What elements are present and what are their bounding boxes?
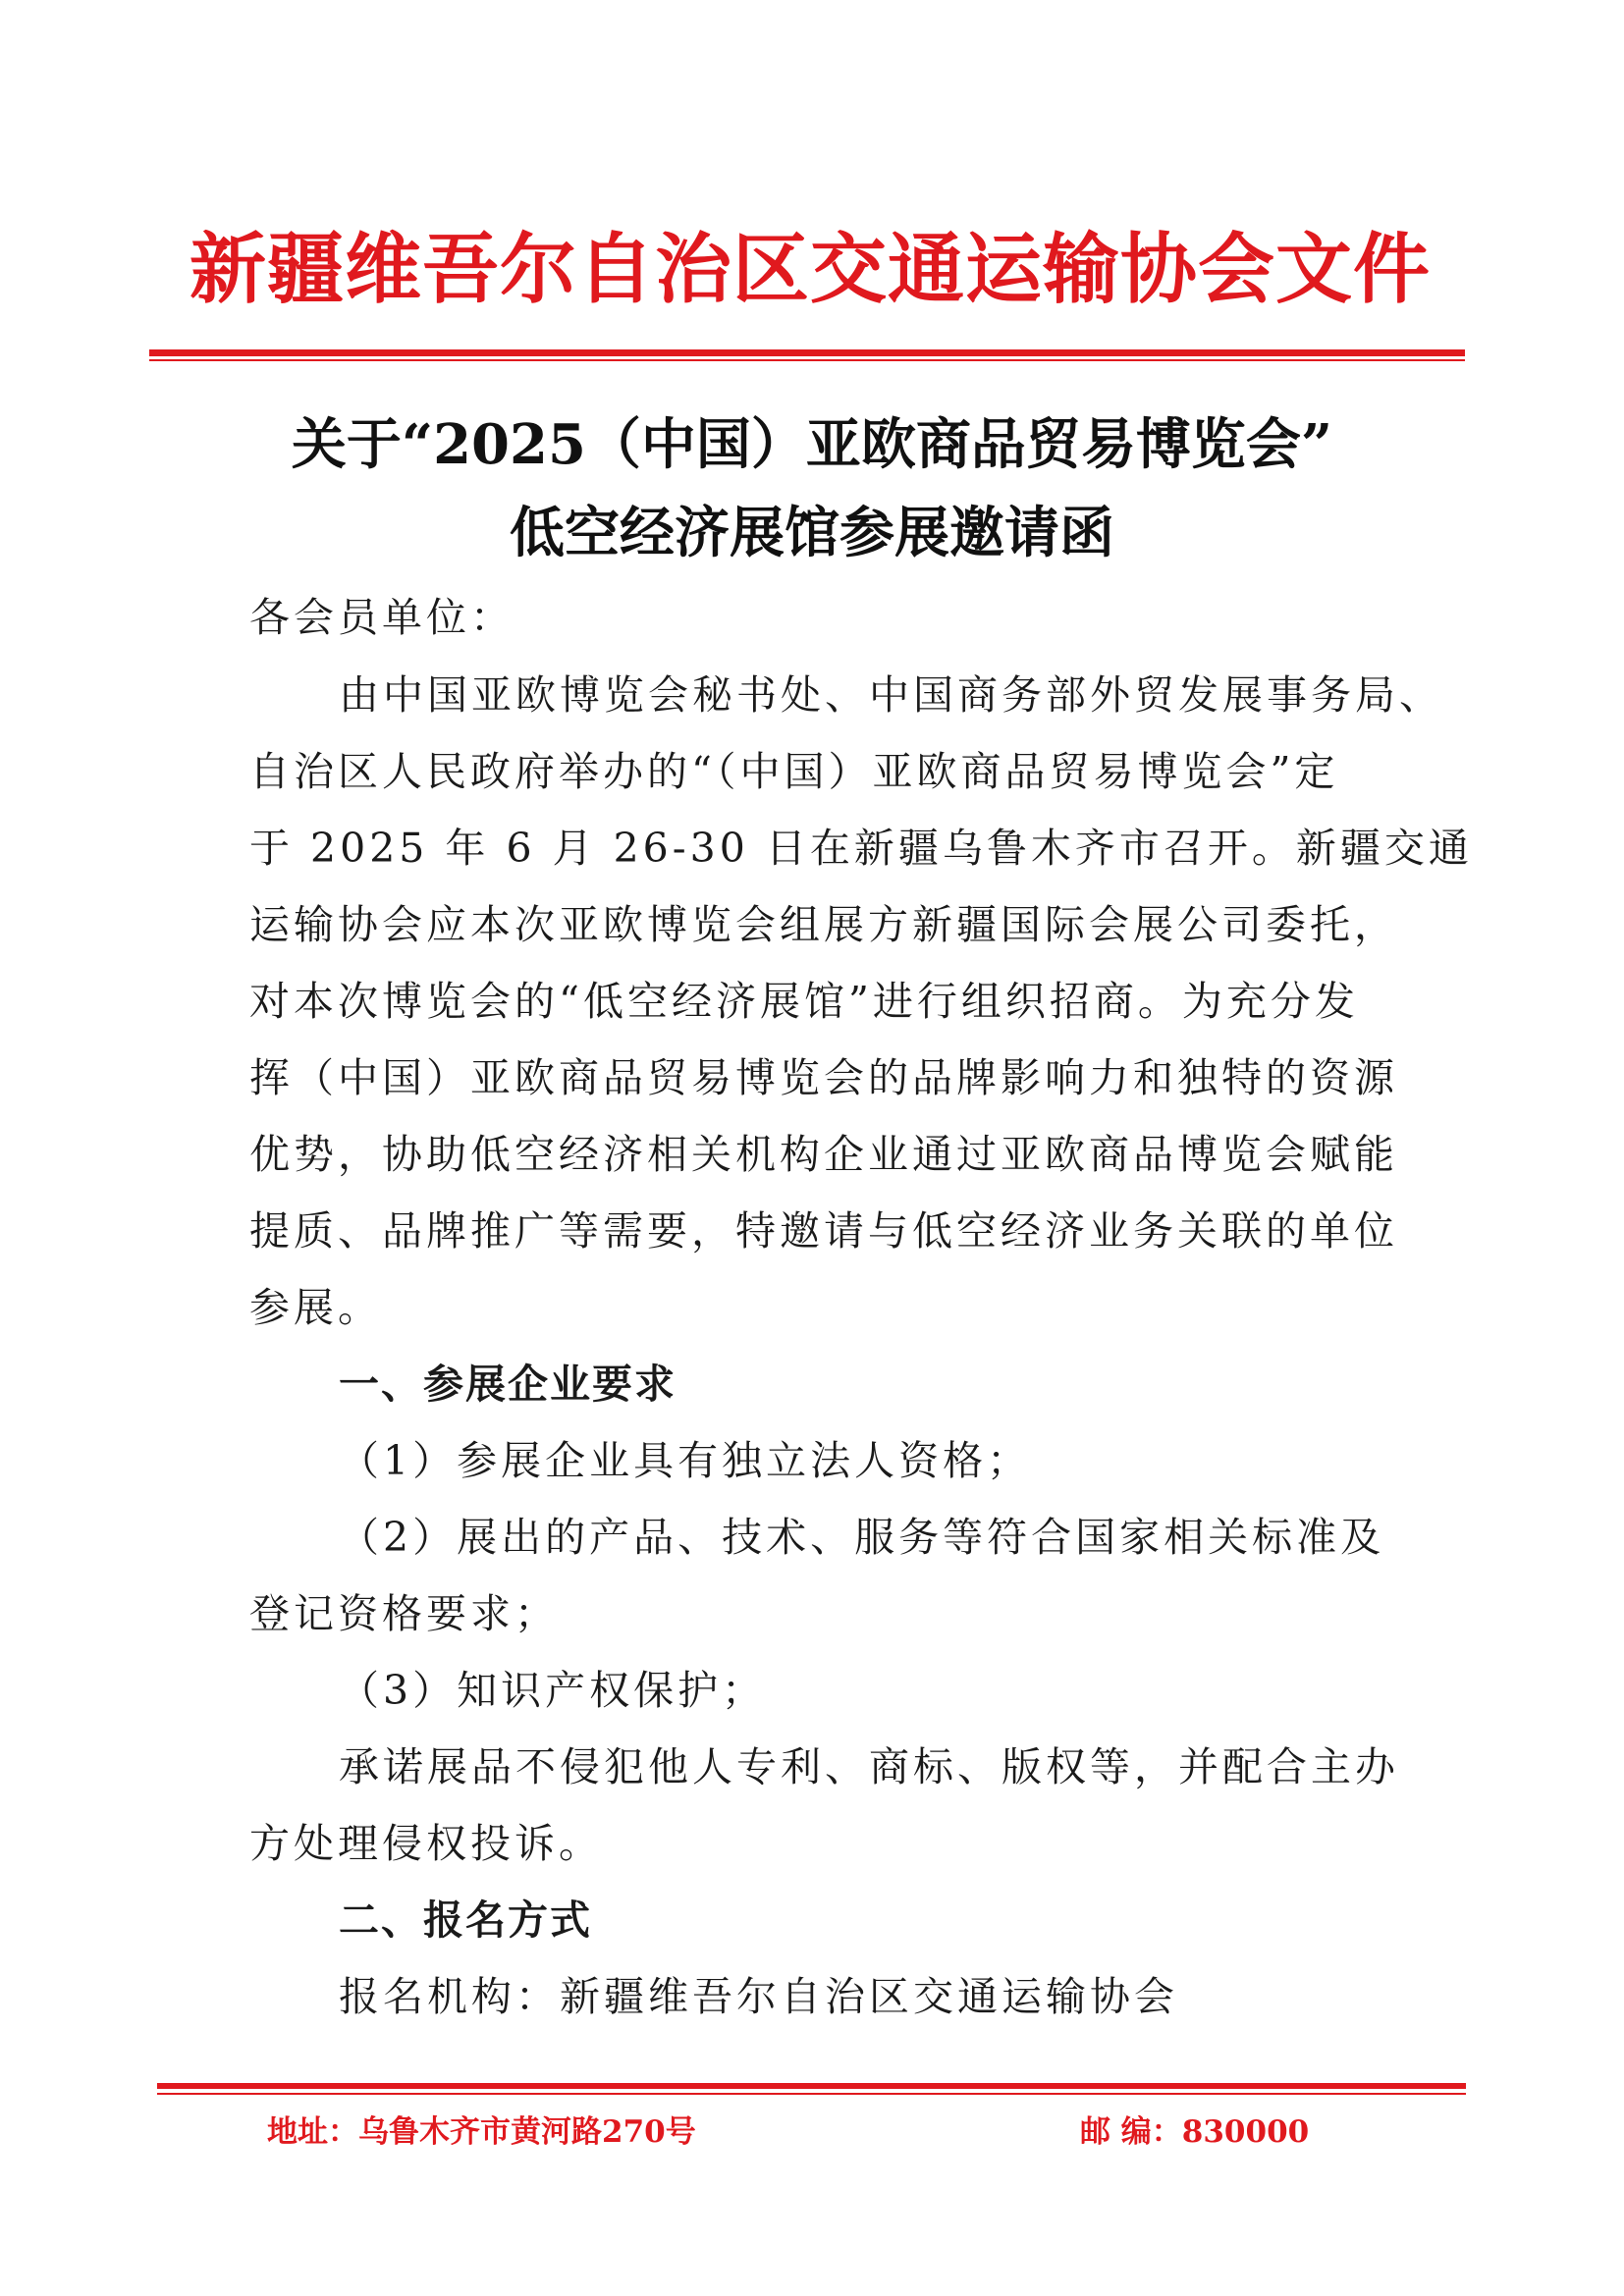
- registration-organizer: 报名机构：新疆维吾尔自治区交通运输协会: [339, 1973, 1178, 2020]
- ip-commitment-line: 承诺展品不侵犯他人专利、商标、版权等，并配合主办: [339, 1743, 1399, 1790]
- salutation: 各会员单位：: [249, 594, 514, 641]
- header-divider-thin: [149, 359, 1465, 361]
- section-heading-requirements: 一、参展企业要求: [339, 1361, 677, 1408]
- footer-postcode: 邮 编：830000: [1080, 2114, 1310, 2150]
- footer-divider-thin: [157, 2093, 1466, 2095]
- requirement-item-1: （1）参展企业具有独立法人资格；: [339, 1437, 1032, 1484]
- section-heading-registration: 二、报名方式: [339, 1896, 592, 1944]
- footer-address: 地址：乌鲁木齐市黄河路270号: [267, 2114, 696, 2150]
- ip-commitment-line: 方处理侵权投诉。: [249, 1820, 603, 1867]
- intro-line: 挥（中国）亚欧商品贸易博览会的品牌影响力和独特的资源: [249, 1054, 1398, 1101]
- intro-line: 运输协会应本次亚欧博览会组展方新疆国际会展公司委托，: [249, 901, 1398, 948]
- document-title-line-1: 关于“2025（中国）亚欧商品贸易博览会”: [291, 412, 1333, 477]
- requirement-item-2: （2）展出的产品、技术、服务等符合国家相关标准及: [339, 1514, 1385, 1561]
- footer-divider: [157, 2083, 1466, 2089]
- document-header-title: 新疆维吾尔自治区交通运输协会文件: [189, 225, 1431, 314]
- intro-line: 参展。: [249, 1284, 382, 1331]
- intro-line: 对本次博览会的“低空经济展馆”进行组织招商。为充分发: [249, 978, 1359, 1025]
- requirement-item-3: （3）知识产权保护；: [339, 1667, 767, 1714]
- requirement-item-2-continued: 登记资格要求；: [249, 1590, 559, 1637]
- document-title-line-2: 低空经济展馆参展邀请函: [510, 501, 1114, 565]
- intro-line: 由中国亚欧博览会秘书处、中国商务部外贸发展事务局、: [339, 671, 1443, 719]
- intro-line: 优势，协助低空经济相关机构企业通过亚欧商品博览会赋能: [249, 1131, 1398, 1178]
- intro-line: 提质、品牌推广等需要，特邀请与低空经济业务关联的单位: [249, 1207, 1398, 1255]
- intro-line: 自治区人民政府举办的“（中国）亚欧商品贸易博览会”定: [249, 748, 1339, 795]
- header-divider: [149, 349, 1465, 356]
- intro-line: 于 2025 年 6 月 26-30 日在新疆乌鲁木齐市召开。新疆交通: [249, 825, 1473, 872]
